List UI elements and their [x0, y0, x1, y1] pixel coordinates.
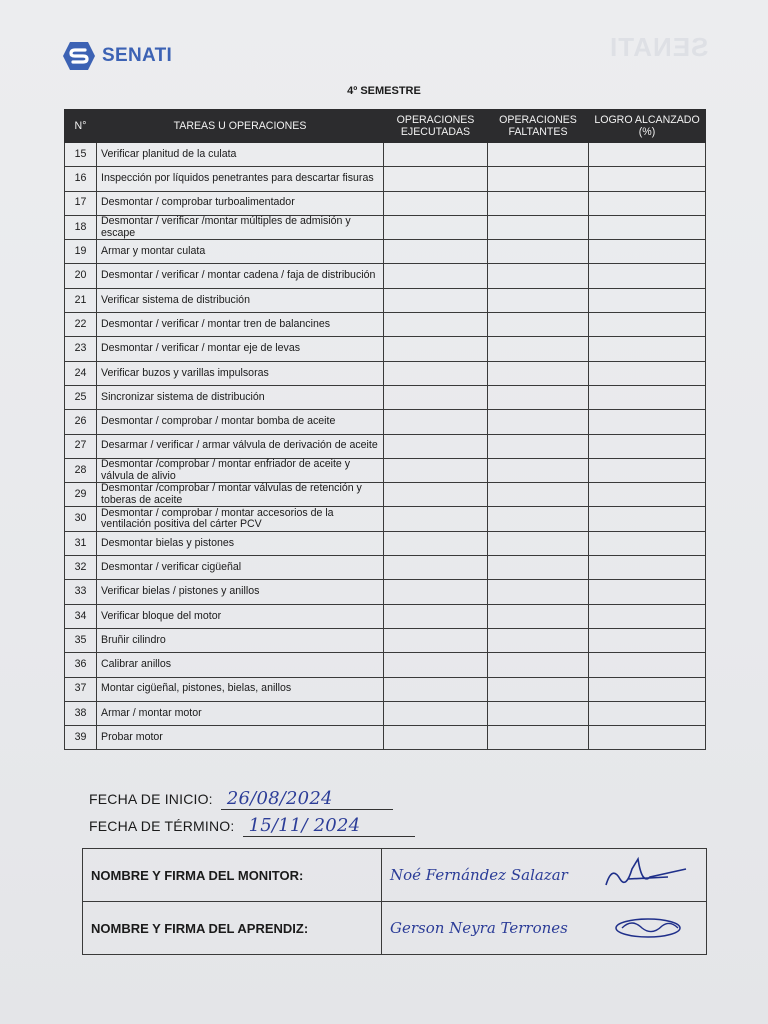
- monitor-row: [83, 849, 707, 902]
- end-date-label: FECHA DE TÉRMINO:: [89, 818, 235, 834]
- row-executed-cell: [384, 288, 488, 312]
- row-executed-cell: [384, 458, 488, 482]
- table-row: [65, 726, 706, 750]
- header-tasks: TAREAS U OPERACIONES: [97, 110, 384, 143]
- row-number: 22: [65, 313, 97, 337]
- row-executed-cell: [384, 507, 488, 531]
- row-achievement-cell: [589, 410, 706, 434]
- row-number: 30: [65, 507, 97, 531]
- table-row: [65, 556, 706, 580]
- row-number: 19: [65, 240, 97, 264]
- row-task: Desmontar / comprobar / montar bomba de aceite: [97, 410, 384, 434]
- row-number: 18: [65, 215, 97, 239]
- row-pending-cell: [488, 531, 589, 555]
- row-pending-cell: [488, 143, 589, 167]
- row-pending-cell: [488, 434, 589, 458]
- apprentice-name: Gerson Neyra Terrones: [390, 919, 568, 937]
- row-executed-cell: [384, 628, 488, 652]
- end-date-line: [89, 815, 415, 837]
- row-executed-cell: [384, 726, 488, 750]
- row-number: 26: [65, 410, 97, 434]
- row-task: Desmontar / verificar cigüeñal: [97, 556, 384, 580]
- row-achievement-cell: [589, 483, 706, 507]
- senati-logo-icon: [62, 41, 96, 71]
- row-achievement-cell: [589, 167, 706, 191]
- row-task: Verificar planitud de la culata: [97, 143, 384, 167]
- table-row: [65, 264, 706, 288]
- row-achievement-cell: [589, 701, 706, 725]
- row-achievement-cell: [589, 264, 706, 288]
- row-executed-cell: [384, 701, 488, 725]
- row-task: Desarmar / verificar / armar válvula de derivación de aceite: [97, 434, 384, 458]
- table-row: [65, 167, 706, 191]
- header-number: N°: [65, 110, 97, 143]
- table-row: [65, 410, 706, 434]
- row-executed-cell: [384, 434, 488, 458]
- row-pending-cell: [488, 288, 589, 312]
- bleed-through-logo: SENATI: [608, 32, 708, 62]
- row-achievement-cell: [589, 288, 706, 312]
- row-pending-cell: [488, 483, 589, 507]
- table-row: [65, 240, 706, 264]
- monitor-signature-scribble: [598, 855, 688, 895]
- table-row: [65, 385, 706, 409]
- table-row: [65, 191, 706, 215]
- row-pending-cell: [488, 410, 589, 434]
- row-pending-cell: [488, 313, 589, 337]
- row-pending-cell: [488, 701, 589, 725]
- row-task: Desmontar / verificar / montar tren de balancines: [97, 313, 384, 337]
- row-task: Verificar bielas / pistones y anillos: [97, 580, 384, 604]
- row-executed-cell: [384, 410, 488, 434]
- row-task: Desmontar / verificar /montar múltiples de admisión y escape: [97, 215, 384, 239]
- row-executed-cell: [384, 143, 488, 167]
- row-pending-cell: [488, 215, 589, 239]
- row-executed-cell: [384, 361, 488, 385]
- monitor-signature-cell: [382, 849, 707, 902]
- row-achievement-cell: [589, 726, 706, 750]
- row-number: 32: [65, 556, 97, 580]
- table-row: [65, 288, 706, 312]
- row-achievement-cell: [589, 653, 706, 677]
- row-number: 15: [65, 143, 97, 167]
- row-achievement-cell: [589, 215, 706, 239]
- row-executed-cell: [384, 483, 488, 507]
- row-executed-cell: [384, 604, 488, 628]
- row-pending-cell: [488, 628, 589, 652]
- table-row: [65, 143, 706, 167]
- row-achievement-cell: [589, 604, 706, 628]
- row-pending-cell: [488, 604, 589, 628]
- row-number: 37: [65, 677, 97, 701]
- row-task: Desmontar / comprobar turboalimentador: [97, 191, 384, 215]
- row-pending-cell: [488, 580, 589, 604]
- row-task: Calibrar anillos: [97, 653, 384, 677]
- table-row: [65, 604, 706, 628]
- tasks-table: [64, 109, 706, 750]
- row-executed-cell: [384, 556, 488, 580]
- row-task: Armar y montar culata: [97, 240, 384, 264]
- row-achievement-cell: [589, 361, 706, 385]
- senati-logo: [62, 41, 172, 71]
- row-number: 35: [65, 628, 97, 652]
- table-row: [65, 313, 706, 337]
- semester-title: 4º SEMESTRE: [347, 85, 421, 97]
- row-achievement-cell: [589, 143, 706, 167]
- row-achievement-cell: [589, 580, 706, 604]
- row-achievement-cell: [589, 191, 706, 215]
- row-achievement-cell: [589, 337, 706, 361]
- row-task: Desmontar /comprobar / montar válvulas de retención y toberas de aceite: [97, 483, 384, 507]
- apprentice-label: NOMBRE Y FIRMA DEL APRENDIZ:: [83, 902, 382, 955]
- signature-table: [82, 848, 707, 955]
- row-executed-cell: [384, 215, 488, 239]
- row-executed-cell: [384, 337, 488, 361]
- table-row: [65, 580, 706, 604]
- row-achievement-cell: [589, 240, 706, 264]
- row-task: Desmontar / comprobar / montar accesorios de la ventilación positiva del cárter PCV: [97, 507, 384, 531]
- row-number: 33: [65, 580, 97, 604]
- row-number: 23: [65, 337, 97, 361]
- row-pending-cell: [488, 556, 589, 580]
- row-number: 16: [65, 167, 97, 191]
- table-row: [65, 653, 706, 677]
- row-task: Bruñir cilindro: [97, 628, 384, 652]
- end-date-value: 15/11/ 2024: [243, 815, 415, 837]
- row-pending-cell: [488, 726, 589, 750]
- row-task: Sincronizar sistema de distribución: [97, 385, 384, 409]
- row-achievement-cell: [589, 628, 706, 652]
- row-number: 36: [65, 653, 97, 677]
- row-number: 28: [65, 458, 97, 482]
- monitor-label: NOMBRE Y FIRMA DEL MONITOR:: [83, 849, 382, 902]
- row-pending-cell: [488, 507, 589, 531]
- header-executed: OPERACIONES EJECUTADAS: [384, 110, 488, 143]
- row-achievement-cell: [589, 531, 706, 555]
- row-number: 34: [65, 604, 97, 628]
- table-row: [65, 337, 706, 361]
- row-task: Verificar sistema de distribución: [97, 288, 384, 312]
- row-number: 39: [65, 726, 97, 750]
- row-executed-cell: [384, 531, 488, 555]
- row-number: 31: [65, 531, 97, 555]
- row-pending-cell: [488, 264, 589, 288]
- row-executed-cell: [384, 677, 488, 701]
- row-executed-cell: [384, 385, 488, 409]
- row-pending-cell: [488, 167, 589, 191]
- row-task: Probar motor: [97, 726, 384, 750]
- table-row: [65, 628, 706, 652]
- table-row: [65, 458, 706, 482]
- row-achievement-cell: [589, 434, 706, 458]
- row-task: Inspección por líquidos penetrantes para descartar fisuras: [97, 167, 384, 191]
- header-achievement: LOGRO ALCANZADO (%): [589, 110, 706, 143]
- row-number: 38: [65, 701, 97, 725]
- table-row: [65, 701, 706, 725]
- row-task: Verificar buzos y varillas impulsoras: [97, 361, 384, 385]
- table-row: [65, 677, 706, 701]
- header-pending: OPERACIONES FALTANTES: [488, 110, 589, 143]
- table-row: [65, 215, 706, 239]
- apprentice-signature-cell: [382, 902, 707, 955]
- row-task: Desmontar / verificar / montar cadena / faja de distribución: [97, 264, 384, 288]
- row-achievement-cell: [589, 677, 706, 701]
- row-achievement-cell: [589, 507, 706, 531]
- row-number: 24: [65, 361, 97, 385]
- row-executed-cell: [384, 167, 488, 191]
- table-row: [65, 507, 706, 531]
- row-executed-cell: [384, 580, 488, 604]
- row-executed-cell: [384, 191, 488, 215]
- row-pending-cell: [488, 677, 589, 701]
- row-task: Desmontar / verificar / montar eje de levas: [97, 337, 384, 361]
- row-pending-cell: [488, 191, 589, 215]
- start-date-line: [89, 788, 393, 810]
- row-achievement-cell: [589, 458, 706, 482]
- row-task: Desmontar bielas y pistones: [97, 531, 384, 555]
- table-row: [65, 531, 706, 555]
- table-row: [65, 483, 706, 507]
- row-pending-cell: [488, 361, 589, 385]
- row-pending-cell: [488, 337, 589, 361]
- row-pending-cell: [488, 385, 589, 409]
- row-pending-cell: [488, 240, 589, 264]
- row-number: 17: [65, 191, 97, 215]
- start-date-value: 26/08/2024: [221, 788, 393, 810]
- row-number: 21: [65, 288, 97, 312]
- monitor-name: Noé Fernández Salazar: [390, 866, 568, 884]
- row-executed-cell: [384, 653, 488, 677]
- row-task: Verificar bloque del motor: [97, 604, 384, 628]
- tasks-table-body: [65, 143, 706, 750]
- row-number: 29: [65, 483, 97, 507]
- table-header-row: [65, 110, 706, 143]
- row-task: Montar cigüeñal, pistones, bielas, anillos: [97, 677, 384, 701]
- brand-name: SENATI: [102, 45, 173, 66]
- apprentice-row: [83, 902, 707, 955]
- apprentice-signature-scribble: [608, 908, 688, 948]
- row-executed-cell: [384, 240, 488, 264]
- row-achievement-cell: [589, 385, 706, 409]
- row-executed-cell: [384, 264, 488, 288]
- row-executed-cell: [384, 313, 488, 337]
- row-pending-cell: [488, 653, 589, 677]
- start-date-label: FECHA DE INICIO:: [89, 791, 213, 807]
- row-number: 20: [65, 264, 97, 288]
- table-row: [65, 434, 706, 458]
- row-number: 25: [65, 385, 97, 409]
- row-task: Desmontar /comprobar / montar enfriador de aceite y válvula de alivio: [97, 458, 384, 482]
- table-row: [65, 361, 706, 385]
- row-achievement-cell: [589, 313, 706, 337]
- row-achievement-cell: [589, 556, 706, 580]
- row-pending-cell: [488, 458, 589, 482]
- row-number: 27: [65, 434, 97, 458]
- row-task: Armar / montar motor: [97, 701, 384, 725]
